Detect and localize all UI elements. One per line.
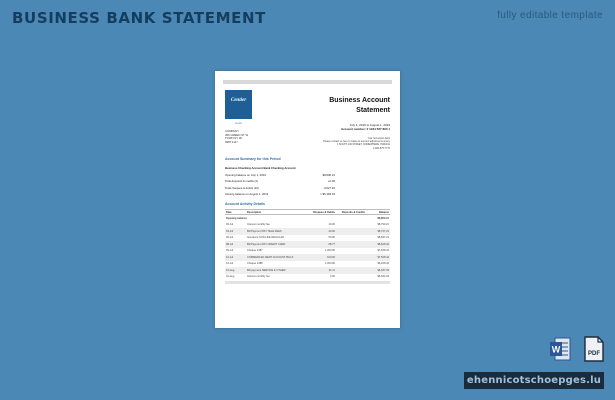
date-cell: 01-Aug [226, 268, 235, 272]
balance-cell: $6,228.44 [377, 262, 389, 266]
summary-value: +0.00 [327, 179, 335, 184]
address-line: TOWN NY 00 [225, 136, 242, 141]
description-cell: Insurance SUN LIFE REGULAR [247, 236, 285, 240]
debit-cell: 100.00 [327, 255, 335, 259]
balance-cell: $8,790.21 [377, 223, 389, 227]
address-line: 0987 1117 [225, 139, 238, 144]
page-tagline: fully editable template [497, 10, 603, 21]
summary-value: -3,627.43 [323, 185, 335, 190]
debit-cell: 41.11 [328, 268, 335, 272]
pdf-doc-icon[interactable] [583, 336, 605, 362]
address-line: COMPANY [225, 129, 239, 133]
description-cell: Interest monthly fee [247, 223, 270, 227]
statement-period: July 1, 2019 to August 1, 2019 [349, 123, 390, 127]
bank-address-line: Please contact us here to make an account adjustments at any [323, 140, 390, 144]
date-cell: 05-Jul [226, 236, 234, 240]
pdf-label: PDF [588, 351, 600, 357]
summary-section-title: Account Summary for this Period [225, 157, 281, 161]
site-watermark[interactable]: ehennicotschoepges.lu [464, 372, 604, 389]
description-cell: Bill Payment PAY TELE FEES [247, 229, 282, 233]
debit-cell: 1,300.00 [324, 262, 335, 266]
date-cell: 09-Jul [226, 249, 234, 253]
debit-cell: 1,000.00 [324, 249, 335, 253]
column-header: Date [226, 210, 232, 214]
date-cell: 10-Jul [226, 255, 234, 259]
debit-cell: 68.77 [328, 242, 335, 246]
balance-cell: $8,697.21 [377, 236, 389, 240]
debit-cell: 50.00 [328, 236, 335, 240]
description-cell: Bill payment SERVICE & OTHER [247, 268, 286, 272]
activity-table [225, 209, 390, 284]
customer-address [225, 130, 248, 144]
summary-row [225, 191, 390, 198]
debit-cell: 3.00 [329, 275, 335, 279]
column-header: Balance [379, 210, 389, 214]
page-headline: BUSINESS BANK STATEMENT [12, 9, 266, 27]
bank-address-line: Your hometown bank [367, 137, 390, 140]
opening-label: Opening balance [226, 216, 247, 220]
statement-document [215, 71, 400, 328]
date-cell: 03-Jul [226, 223, 234, 227]
statement-period-block [341, 123, 390, 131]
column-header: Cheques & Debits [312, 210, 335, 214]
date-cell: 03-Jul [226, 229, 234, 233]
description-cell: Interest monthly fee [247, 275, 270, 279]
balance-cell: $8,628.44 [377, 242, 389, 246]
date-cell: 16-Jul [226, 262, 234, 266]
balance-cell: $6,187.33 [377, 268, 389, 272]
address-line: 456 GREEN ST W [225, 132, 249, 137]
account-summary [225, 165, 390, 198]
account-number: Account number: 0 1234 567 890 1 [340, 127, 390, 131]
svg-text:W: W [551, 344, 561, 355]
bank-logo-sub: BANK [234, 122, 243, 125]
bank-address [315, 137, 390, 150]
summary-value: $8,800.21 [322, 172, 335, 177]
bank-address-line: 1 SOUTH 100 STREET, SOMEWHERE, INDIANA [336, 143, 390, 147]
table-end-bar [225, 281, 390, 284]
document-top-bar [223, 80, 392, 84]
debit-cell: 10.00 [328, 223, 335, 227]
column-header: Description [247, 210, 262, 214]
balance-cell: $7,528.44 [377, 255, 389, 259]
balance-cell: $5,184.33 [377, 275, 389, 279]
activity-rows [225, 222, 390, 281]
balance-cell: $8,747.21 [377, 229, 389, 233]
column-header: Deposits & Credits [341, 210, 365, 214]
description-cell: Bill Payment PAY CREDIT CARD [247, 242, 286, 246]
summary-heading: Business Checking Account Bank Checking Account [225, 166, 296, 171]
summary-label: Total deposits & credits (2) [225, 179, 258, 184]
date-cell: 08-Jul [226, 242, 234, 246]
date-cell: 01-Aug [226, 275, 235, 279]
statement-title: Business Account Statement [329, 97, 390, 114]
summary-label: Closing balance on August 1, 2019 [225, 192, 269, 197]
bank-logo-text: Centier [230, 98, 247, 103]
summary-value: = $5,184.33 [320, 192, 335, 197]
summary-label: Opening balance on July 1, 2019 [225, 172, 266, 177]
bank-address-line: 1-800-875-7770 [372, 146, 390, 150]
bank-logo [225, 90, 252, 125]
balance-cell: $7,628.44 [377, 249, 389, 253]
activity-section-title: Account Activity Details [225, 202, 265, 206]
opening-balance: $8,800.21 [377, 216, 389, 220]
description-cell: Cheque 1487 [247, 249, 263, 253]
word-doc-icon[interactable] [549, 337, 571, 361]
summary-label: Total cheques & debits (10) [225, 185, 259, 190]
description-cell: COMMERCIAL RENT ACCOUNT BILLS [247, 255, 294, 259]
table-row [225, 274, 390, 281]
debit-cell: 43.00 [328, 229, 335, 233]
description-cell: Cheque 1488 [247, 262, 263, 266]
